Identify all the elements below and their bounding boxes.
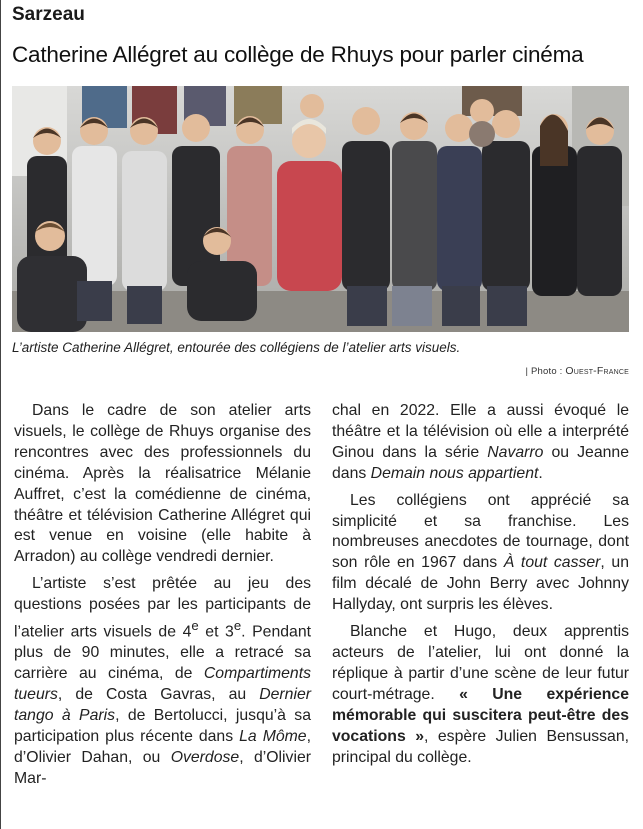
pull-quote: « Une expérience mémorable qui suscitera peut-être des vocations » [332,685,629,745]
article-column-left [14,401,311,790]
text-run: L’artiste s’est prêtée au jeu des questions posées par les participants de l’atelier arts visuels de 4 [14,575,311,641]
superscript: e [233,618,242,634]
text-run: , d’Olivier Mar- [14,748,312,787]
paragraph: Dans le cadre de son atelier arts visuels, le collège de Rhuys organise des rencontres avec des professionnels du cinéma. Après la réalisatrice Mélanie Auffret, c’est la comédienne de cinéma, théâtre et télévision Catherine Allégret qui est venue en voisine (elle habite à Arradon) au collège vendredi dernier. [14,402,311,566]
text-run: chal en 2022. Elle a aussi évoqué le théâtre et la télévision où elle a interprété Ginou dans la série [332,402,629,461]
text-run: ou Jeanne dans [332,443,629,482]
photo-caption: L’artiste Catherine Allégret, entourée des collégiens de l’atelier arts visuels. [12,340,461,355]
text-run: , espère Julien Bensussan, principal du collège. [332,727,629,766]
paragraph [332,401,629,485]
text-run: , un film décalé de John Berry avec Johnny Hallyday, ont surpris les élèves. [332,554,629,614]
paragraph [332,622,629,768]
film-title: La Môme [239,727,307,745]
text-run: , de Costa Gavras, au [57,686,260,704]
text-run: , de Bertolucci, jusqu’à sa participation plus récente dans [14,706,311,745]
paragraph [14,574,311,789]
text-run: Blanche et Hugo, deux apprentis acteurs de l’atelier, lui ont donné la réplique à partir d’une scène de leur futur court-métrage. [332,623,629,703]
show-title: Navarro [487,443,544,461]
text-run: et 3 [198,623,234,641]
photo-credit-source: Ouest-France [565,365,629,377]
paragraph [332,491,629,616]
text-run: . [538,464,543,482]
photo-credit [525,365,629,377]
wall-poster [234,86,282,124]
article-location: Sarzeau [12,4,85,25]
film-title: Dernier tango à Paris [14,686,311,724]
text-run: , d’Olivier Dahan, ou [14,727,311,766]
article-column-right [332,401,629,768]
article-headline: Catherine Allégret au collège de Rhuys pour parler cinéma [12,42,584,67]
text-run: . Pendant plus de 90 minutes, elle a retracé sa carrière au cinéma, de [14,623,311,683]
film-title: À tout casser [503,554,601,572]
article-photo [12,86,629,332]
film-title: Compartiments tueurs [14,665,311,704]
photo-credit-prefix: | Photo : [525,366,563,377]
superscript: e [191,618,199,634]
text-run: Les collégiens ont apprécié sa simplicité et sa franchise. Les nombreuses anecdotes de tournage, dont son rôle en 1967 dans [332,491,629,572]
show-title: Demain nous appartient [370,464,539,482]
film-title: Overdose [170,748,240,766]
group-photo-illustration [12,86,629,332]
